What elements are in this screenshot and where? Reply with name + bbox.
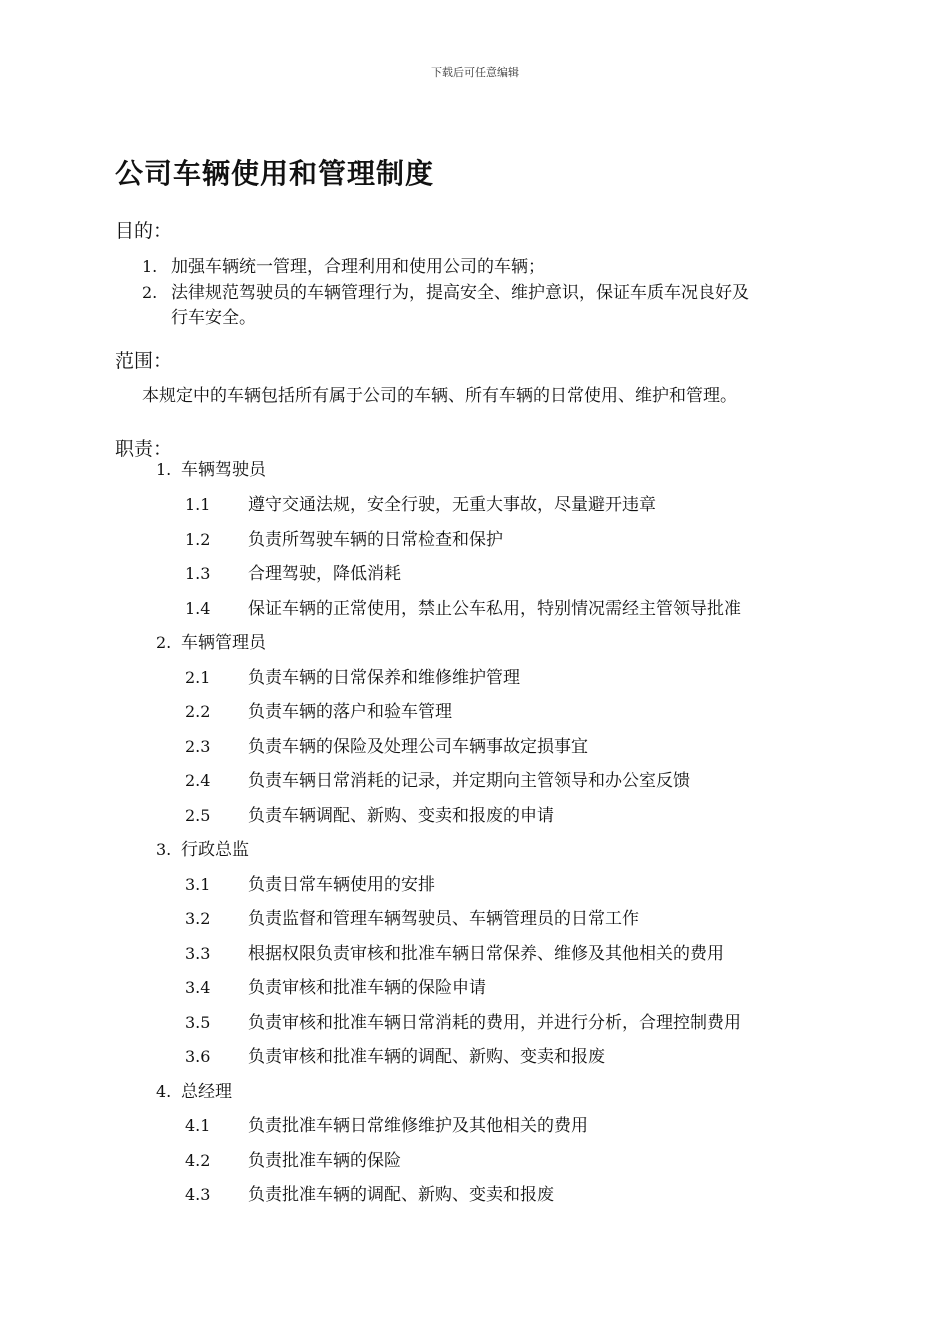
role-3-item-3-number: 3.3 (185, 944, 211, 963)
scope-heading: 范围： (115, 350, 173, 372)
role-4-number: 4. (156, 1082, 172, 1101)
purpose-heading: 目的： (115, 220, 173, 242)
document-title: 公司车辆使用和管理制度 (115, 157, 435, 190)
role-3-item-4-text: 负责审核和批准车辆的保险申请 (248, 978, 486, 998)
role-4-name: 总经理 (181, 1082, 232, 1102)
purpose-item-2-number: 2. (142, 283, 158, 302)
role-3-item-5-number: 3.5 (185, 1013, 211, 1032)
role-1-item-4-number: 1.4 (185, 599, 211, 618)
role-4-item-1-number: 4.1 (185, 1116, 211, 1135)
role-3-item-1-text: 负责日常车辆使用的安排 (248, 875, 435, 895)
role-1-item-1-text: 遵守交通法规，安全行驶，无重大事故，尽量避开违章 (248, 495, 656, 515)
role-1-item-1-number: 1.1 (185, 495, 211, 514)
role-1-name: 车辆驾驶员 (181, 460, 266, 480)
purpose-item-2-text-line-1: 法律规范驾驶员的车辆管理行为，提高安全、维护意识，保证车质车况良好及 (171, 283, 749, 303)
purpose-item-2-text-line-2: 行车安全。 (171, 308, 256, 328)
role-3-item-6-number: 3.6 (185, 1047, 211, 1066)
role-4-item-2-text: 负责批准车辆的保险 (248, 1151, 401, 1171)
role-2-item-1-number: 2.1 (185, 668, 211, 687)
role-1-item-2-number: 1.2 (185, 530, 211, 549)
page-header-note: 下载后可任意编辑 (431, 66, 519, 79)
role-3-item-5-text: 负责审核和批准车辆日常消耗的费用，并进行分析，合理控制费用 (248, 1013, 741, 1033)
role-2-item-1-text: 负责车辆的日常保养和维修维护管理 (248, 668, 520, 688)
role-4-item-3-text: 负责批准车辆的调配、新购、变卖和报废 (248, 1185, 554, 1205)
purpose-item-1-number: 1. (142, 257, 158, 276)
role-4-item-3-number: 4.3 (185, 1185, 211, 1204)
role-2-item-5-text: 负责车辆调配、新购、变卖和报废的申请 (248, 806, 554, 826)
role-3-item-6-text: 负责审核和批准车辆的调配、新购、变卖和报废 (248, 1047, 605, 1067)
role-1-item-3-text: 合理驾驶，降低消耗 (248, 564, 401, 584)
role-2-item-4-number: 2.4 (185, 771, 211, 790)
role-2-item-2-number: 2.2 (185, 702, 211, 721)
role-3-number: 3. (156, 840, 172, 859)
role-3-item-2-text: 负责监督和管理车辆驾驶员、车辆管理员的日常工作 (248, 909, 639, 929)
role-2-name: 车辆管理员 (181, 633, 266, 653)
role-1-item-3-number: 1.3 (185, 564, 211, 583)
role-3-name: 行政总监 (181, 840, 249, 860)
role-3-item-4-number: 3.4 (185, 978, 211, 997)
role-2-item-5-number: 2.5 (185, 806, 211, 825)
scope-text: 本规定中的车辆包括所有属于公司的车辆、所有车辆的日常使用、维护和管理。 (142, 386, 737, 406)
role-2-item-3-number: 2.3 (185, 737, 211, 756)
role-3-item-1-number: 3.1 (185, 875, 211, 894)
role-2-number: 2. (156, 633, 172, 652)
role-2-item-2-text: 负责车辆的落户和验车管理 (248, 702, 452, 722)
duties-heading: 职责： (115, 438, 173, 460)
purpose-item-1-text: 加强车辆统一管理，合理利用和使用公司的车辆； (171, 257, 545, 277)
role-2-item-3-text: 负责车辆的保险及处理公司车辆事故定损事宜 (248, 737, 588, 757)
role-4-item-2-number: 4.2 (185, 1151, 211, 1170)
role-4-item-1-text: 负责批准车辆日常维修维护及其他相关的费用 (248, 1116, 588, 1136)
role-1-number: 1. (156, 460, 172, 479)
role-1-item-2-text: 负责所驾驶车辆的日常检查和保护 (248, 530, 503, 550)
role-3-item-2-number: 3.2 (185, 909, 211, 928)
role-2-item-4-text: 负责车辆日常消耗的记录，并定期向主管领导和办公室反馈 (248, 771, 690, 791)
role-1-item-4-text: 保证车辆的正常使用，禁止公车私用，特别情况需经主管领导批准 (248, 599, 741, 619)
role-3-item-3-text: 根据权限负责审核和批准车辆日常保养、维修及其他相关的费用 (248, 944, 724, 964)
